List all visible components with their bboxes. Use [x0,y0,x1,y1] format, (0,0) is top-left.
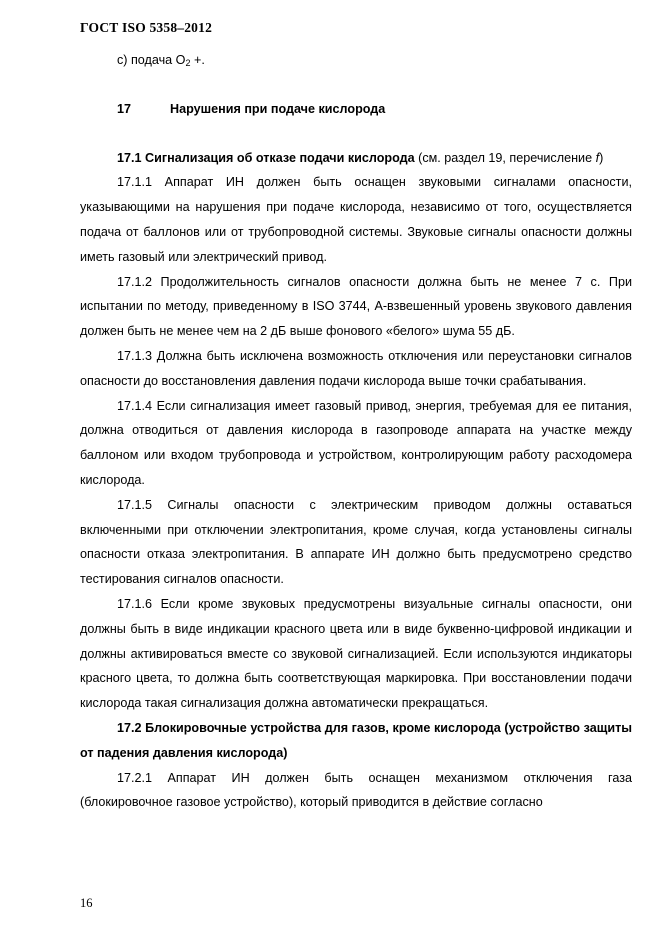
subsection-17-1-ref-end: ) [599,150,604,165]
section-17-title: Нарушения при подаче кислорода [170,101,386,116]
subsection-17-1-ref-italic: f [595,150,600,165]
list-item-c-suffix: +. [190,53,205,67]
list-item-c [80,48,632,73]
subsection-17-1 [80,146,632,171]
standard-header: ГОСТ ISO 5358–2012 [80,20,213,35]
section-17-heading [80,97,632,122]
paragraph-17-2-1: 17.2.1 Аппарат ИН должен быть оснащен механизмом отключения газа (блокировочное газовое устройство), который приводится в действие согласно [80,770,632,810]
paragraph-17-1-1: 17.1.1 Аппарат ИН должен быть оснащен звуковыми сигналами опасности, указывающими на нарушения при подаче кислорода, независимо от того, осуществляется подача от баллонов или от трубопроводной системы. Звуковые сигналы опасности должны иметь газовый или электрический привод. [80,175,632,264]
subsection-17-1-heading: 17.1 Сигнализация об отказе подачи кислорода [117,150,415,165]
list-item-c-text: c) подача O [117,53,186,67]
section-17-number: 17 [117,101,132,116]
paragraph-17-1-5: 17.1.5 Сигналы опасности с электрическим приводом должны оставаться включенными при отключении электропитания, кроме случая, когда установлены сигналы опасности отказа электропитания. В аппарате ИН должно быть предусмотрено средство тестирования сигналов опасности. [80,497,632,587]
document-body [80,48,632,815]
paragraph-17-1-3: 17.1.3 Должна быть исключена возможность отключения или переустановки сигналов опасности до восстановления давления подачи кислорода выше точки срабатывания. [80,348,632,388]
subsection-17-2-heading: 17.2 Блокировочные устройства для газов, кроме кислорода (устройство защиты от падения давления кислорода) [80,720,632,760]
paragraph-17-1-2: 17.1.2 Продолжительность сигналов опасности должна быть не менее 7 с. При испытании по методу, приведенному в ISO 3744, А-взвешенный уровень звукового давления должен быть не менее чем на 2 дБ выше фонового «белого» шума 55 дБ. [80,274,632,339]
subsection-17-1-ref: (см. раздел 19, перечисление [414,150,596,165]
oxygen-subscript: 2 [185,58,191,68]
paragraph-17-1-6: 17.1.6 Если кроме звуковых предусмотрены визуальные сигналы опасности, они должны быть в виде индикации красного цвета или в виде буквенно-цифровой индикации и должны активироваться вместе со звуковой сигнализацией. Если используются индикаторы красного цвета, то должна быть соответствующая маркировка. При восстановлении подачи кислорода такая сигнализация должна автоматически прекращаться. [80,596,632,711]
paragraph-17-1-4: 17.1.4 Если сигнализация имеет газовый привод, энергия, требуемая для ее питания, должна отводиться от давления кислорода в газопроводе аппарата на участке между баллоном или входом трубопровода и устройством, контролирующим работу расходомера кислорода. [80,398,632,487]
page-number: 16 [80,896,93,910]
